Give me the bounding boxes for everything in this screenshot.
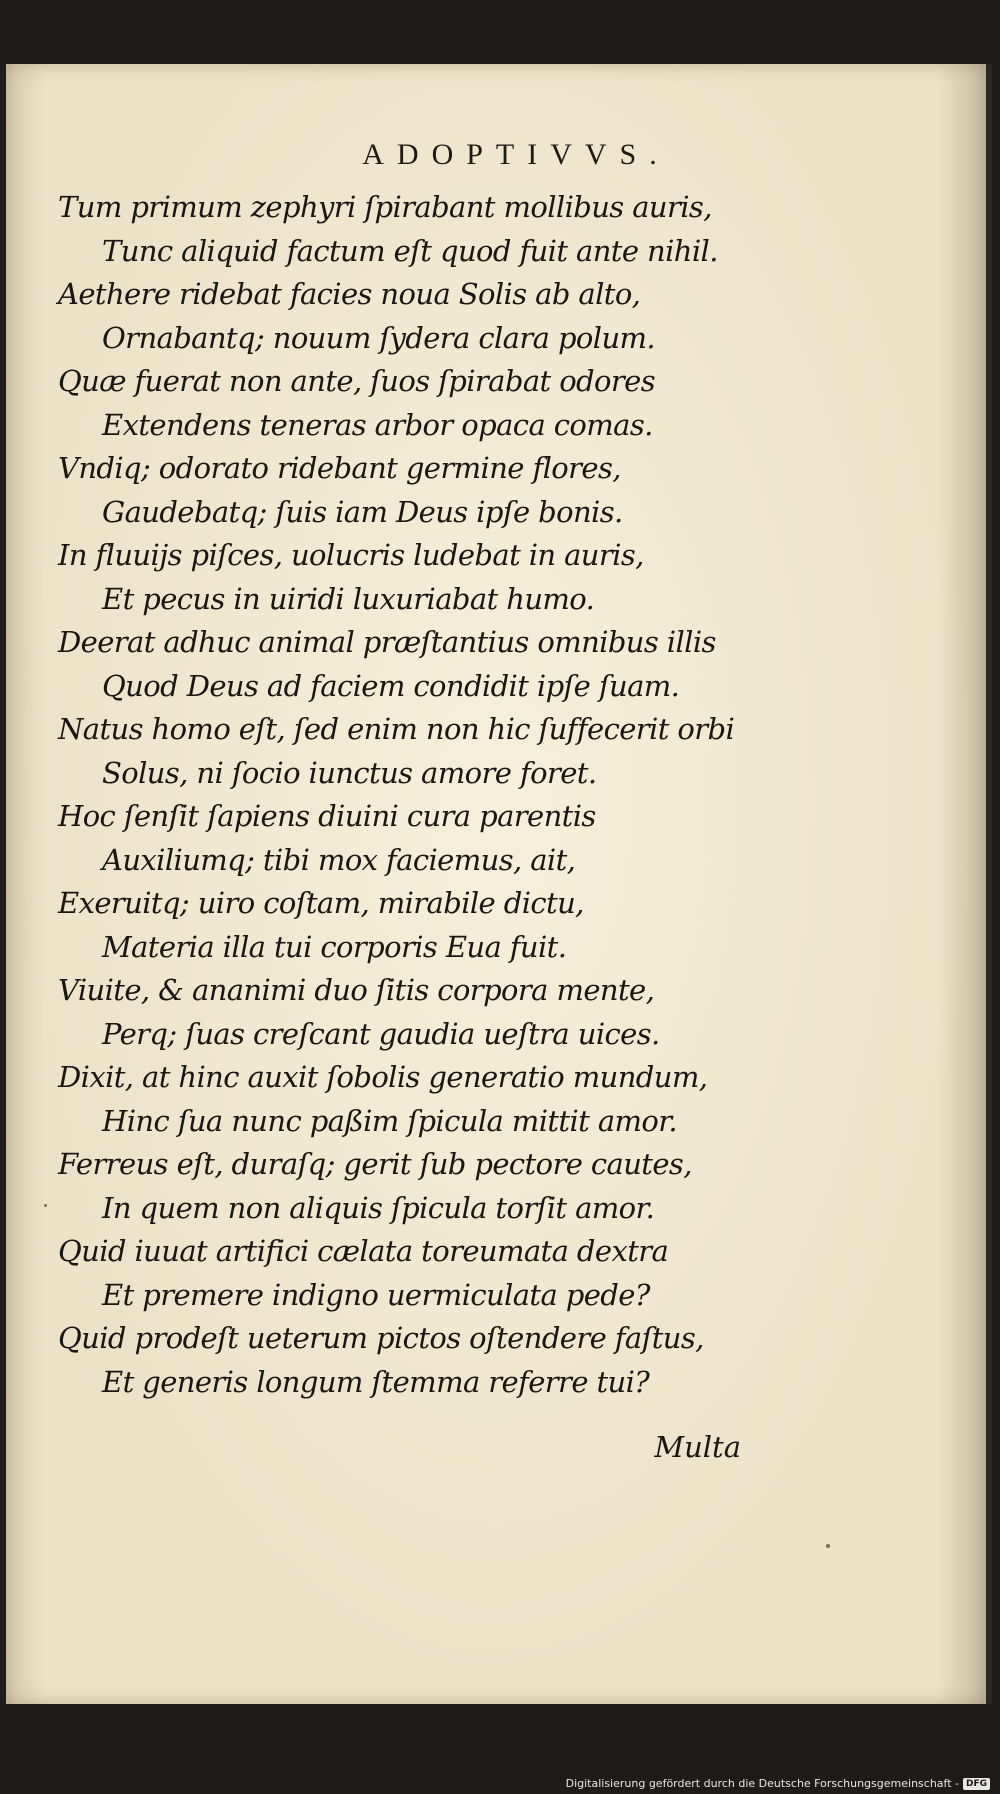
- verse-line: Gaudebatq; ſuis iam Deus ipſe bonis.: [102, 494, 623, 529]
- verse-line: Viuite, & ananimi duo ſitis corpora mente,: [58, 973, 655, 1007]
- verse-line: Exeruitq; uiro coſtam, mirabile dictu,: [58, 886, 584, 920]
- verse-line: Deerat adhuc animal præſtantius omnibus illis: [58, 625, 716, 659]
- verse-line: Tunc aliquid factum eſt quod fuit ante nihil.: [102, 233, 718, 268]
- verse-line: In fluuijs piſces, uolucris ludebat in auris,: [58, 538, 644, 572]
- verse-line: Quid prodeſt ueterum pictos oſtendere faſtus,: [58, 1321, 704, 1355]
- catchword: Multa: [654, 1430, 741, 1464]
- verse-line: Et pecus in uiridi luxuriabat humo.: [102, 581, 595, 616]
- credit-text: Digitalisierung gefördert durch die Deutsche Forschungsgemeinschaft -: [565, 1777, 959, 1790]
- verse-line: Ornabantq; nouum ſydera clara polum.: [102, 320, 656, 355]
- dfg-logo-icon: DFG: [963, 1778, 990, 1790]
- verse-line: Perq; ſuas creſcant gaudia ueſtra uices.: [102, 1016, 660, 1051]
- verse-line: Et premere indigno uermiculata pede?: [102, 1277, 650, 1312]
- verse-line: Ferreus eſt, duraſq; gerit ſub pectore cautes,: [58, 1147, 692, 1181]
- verse-line: Et generis longum ſtemma referre tui?: [102, 1364, 650, 1399]
- verse-line: Natus homo eſt, ſed enim non hic ſuffecerit orbi: [58, 712, 735, 746]
- verse-line: Auxiliumq; tibi mox faciemus, ait,: [102, 842, 576, 877]
- verse-line: Extendens teneras arbor opaca comas.: [102, 407, 653, 442]
- verse-line: Hoc ſenſit ſapiens diuini cura parentis: [58, 799, 596, 833]
- verse-line: Quod Deus ad faciem condidit ipſe ſuam.: [102, 668, 680, 703]
- verse-line: Materia illa tui corporis Eua fuit.: [102, 929, 567, 964]
- digitization-credit: [566, 1777, 990, 1790]
- verse-line: Aethere ridebat facies noua Solis ab alto,: [58, 277, 641, 311]
- verse-line: Quæ fuerat non ante, ſuos ſpirabat odores: [58, 364, 655, 398]
- verse-line: Tum primum zephyri ſpirabant mollibus auris,: [58, 190, 712, 224]
- verse-line: Solus, ni ſocio iunctus amore foret.: [102, 755, 597, 790]
- verse-block: [58, 186, 958, 1404]
- book-page: [6, 64, 992, 1704]
- verse-line: Vndiq; odorato ridebant germine flores,: [58, 451, 621, 485]
- running-head: ADOPTIVVS.: [362, 138, 670, 171]
- paper-speck: [826, 1544, 830, 1548]
- paper-speck: [44, 1204, 47, 1207]
- verse-line: Quid iuuat artifici cælata toreumata dextra: [58, 1234, 669, 1268]
- verse-line: Hinc ſua nunc paßim ſpicula mittit amor.: [102, 1103, 677, 1138]
- verse-line: Dixit, at hinc auxit ſobolis generatio mundum,: [58, 1060, 708, 1094]
- verse-line: In quem non aliquis ſpicula torſit amor.: [102, 1190, 655, 1225]
